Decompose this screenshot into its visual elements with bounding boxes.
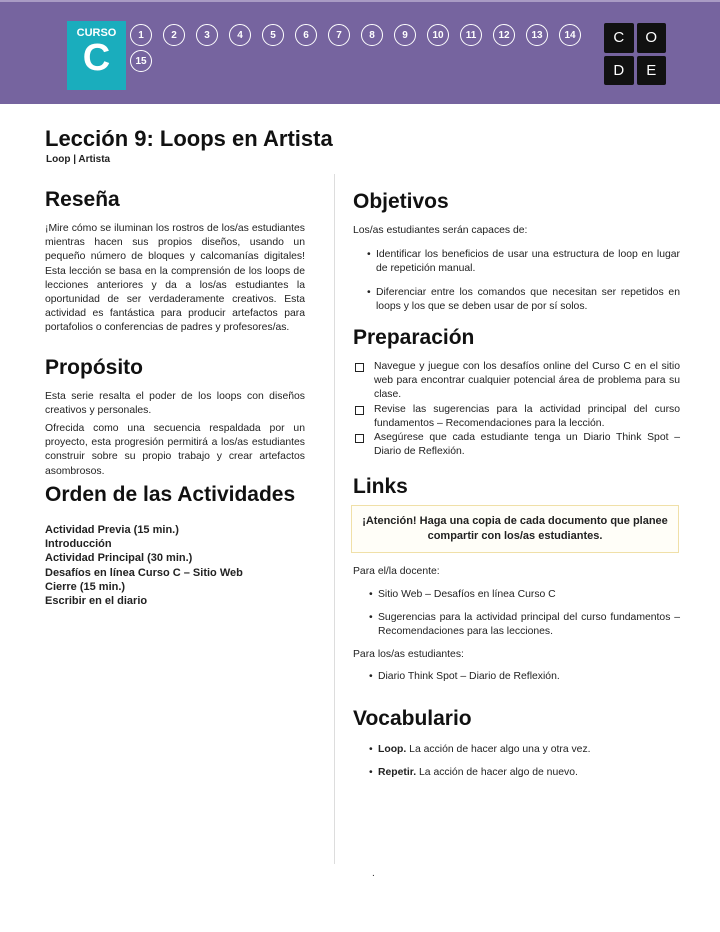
logo-letter: E (637, 56, 667, 86)
lesson-link[interactable]: 10 (427, 24, 449, 46)
right-column (353, 190, 680, 789)
lesson-link[interactable]: 8 (361, 24, 383, 46)
logo-letter: D (604, 56, 634, 86)
logo-letter: O (637, 23, 667, 53)
checklist-item[interactable]: Revise las sugerencias para la actividad principal del curso fundamentos – Recomendaciones para la lección. (353, 403, 680, 431)
checklist-item[interactable]: Navegue y juegue con los desafíos online del Curso C en el sitio web para encontrar cualquier potencial área de problema para su clase. (353, 360, 680, 403)
activity-item: Cierre (15 min.) (45, 581, 126, 594)
course-badge (67, 21, 126, 90)
activity-list (45, 523, 305, 609)
left-column (45, 188, 305, 609)
vocab-item (369, 766, 680, 780)
objetivos-intro: Los/as estudiantes serán capaces de: (353, 225, 528, 236)
teacher-label: Para el/la docente: (353, 566, 440, 578)
lesson-link[interactable]: 2 (163, 24, 185, 46)
proposito-paragraph: Esta serie resalta el poder de los loops con diseños creativos y personales. (45, 390, 305, 416)
activity-item: Desafíos en línea Curso C – Sitio Web (45, 566, 243, 579)
footer-dot: . (372, 868, 375, 879)
student-link[interactable]: • Diario Think Spot – Diario de Reflexión. (369, 670, 680, 684)
teacher-link[interactable]: • Sugerencias para la actividad principal del curso fundamentos – Recomendaciones para las lecciones. (369, 611, 680, 639)
objective-item: • Identificar los beneficios de usar una estructura de loop en lugar de repetición manual. (367, 248, 680, 276)
activity-item: Actividad Previa (15 min.) (45, 523, 179, 536)
course-label: CURSO (76, 27, 117, 39)
page-title: Lección 9: Loops en Artista (45, 126, 333, 151)
lesson-link[interactable]: 4 (229, 24, 251, 46)
vocab-term: Repetir. (378, 766, 417, 778)
lesson-link[interactable]: 9 (394, 24, 416, 46)
lesson-link[interactable]: 14 (559, 24, 581, 46)
activity-item: Introducción (45, 538, 112, 551)
lesson-link[interactable]: 5 (262, 24, 284, 46)
lesson-link[interactable]: 13 (526, 24, 548, 46)
lesson-link[interactable]: 7 (328, 24, 350, 46)
logo-letter: C (604, 23, 634, 53)
checklist-item[interactable]: Asegúrese que cada estudiante tenga un Diario Think Spot – Diario de Reflexión. (353, 431, 680, 459)
teacher-links (369, 588, 680, 640)
links-heading: Links (353, 475, 408, 499)
vocabulario-heading: Vocabulario (353, 706, 472, 730)
course-letter: C (82, 37, 111, 79)
student-label: Para los/as estudiantes: (353, 649, 464, 661)
vocab-definition: La acción de hacer algo de nuevo. (416, 766, 578, 778)
resena-heading: Reseña (45, 188, 120, 211)
objetivos-heading: Objetivos (353, 190, 449, 213)
page-subtitle: Loop | Artista (46, 154, 111, 165)
objective-item: • Diferenciar entre los comandos que necesitan ser repetidos en loops y los que se deben usar de por sí solos. (367, 286, 680, 314)
preparation-checklist (353, 360, 680, 459)
student-links (369, 670, 680, 684)
lesson-link[interactable]: 15 (130, 50, 152, 72)
vocab-term: Loop. (378, 743, 407, 755)
column-divider (334, 174, 335, 864)
vocab-item (369, 743, 680, 757)
course-header (0, 0, 720, 104)
vocab-definition: La acción de hacer algo una y otra vez. (406, 743, 591, 755)
preparacion-heading: Preparación (353, 326, 475, 350)
orden-heading: Orden de las Actividades (45, 482, 296, 506)
vocabulary-list (369, 743, 680, 780)
teacher-link[interactable]: • Sitio Web – Desafíos en línea Curso C (369, 588, 680, 602)
activity-item: Escribir en el diario (45, 595, 148, 608)
lesson-link[interactable]: 11 (460, 24, 482, 46)
activity-item: Actividad Principal (30 min.) (45, 552, 193, 565)
lesson-nav (130, 24, 590, 72)
resena-text: ¡Mire cómo se iluminan los rostros de los/as estudiantes mientras hacen sus propios diseños, usando un pequeño número de bloques y calcomanías digitales! Esta lección se basa en la comprensión de los loops de lecciones anteriores y da a los/as estudiantes la oportunidad de ser verdaderamente creativos. Esta actividad es fantástica para producir artefactos para portafolios o conferencias de padres y profesores/as. (45, 223, 305, 334)
lesson-link[interactable]: 12 (493, 24, 515, 46)
code-logo (604, 23, 666, 85)
lesson-link[interactable]: 1 (130, 24, 152, 46)
objectives-list (367, 248, 680, 314)
proposito-heading: Propósito (45, 355, 143, 379)
lesson-link[interactable]: 6 (295, 24, 317, 46)
notice-box: ¡Atención! Haga una copia de cada documento que planee compartir con los/as estudiantes. (351, 505, 679, 553)
lesson-link[interactable]: 3 (196, 24, 218, 46)
proposito-paragraph: Ofrecida como una secuencia respaldada por un proyecto, esta progresión permitirá a los/as estudiantes construir sobre su propio trabajo y crear artefactos asombrosos. (45, 423, 305, 477)
